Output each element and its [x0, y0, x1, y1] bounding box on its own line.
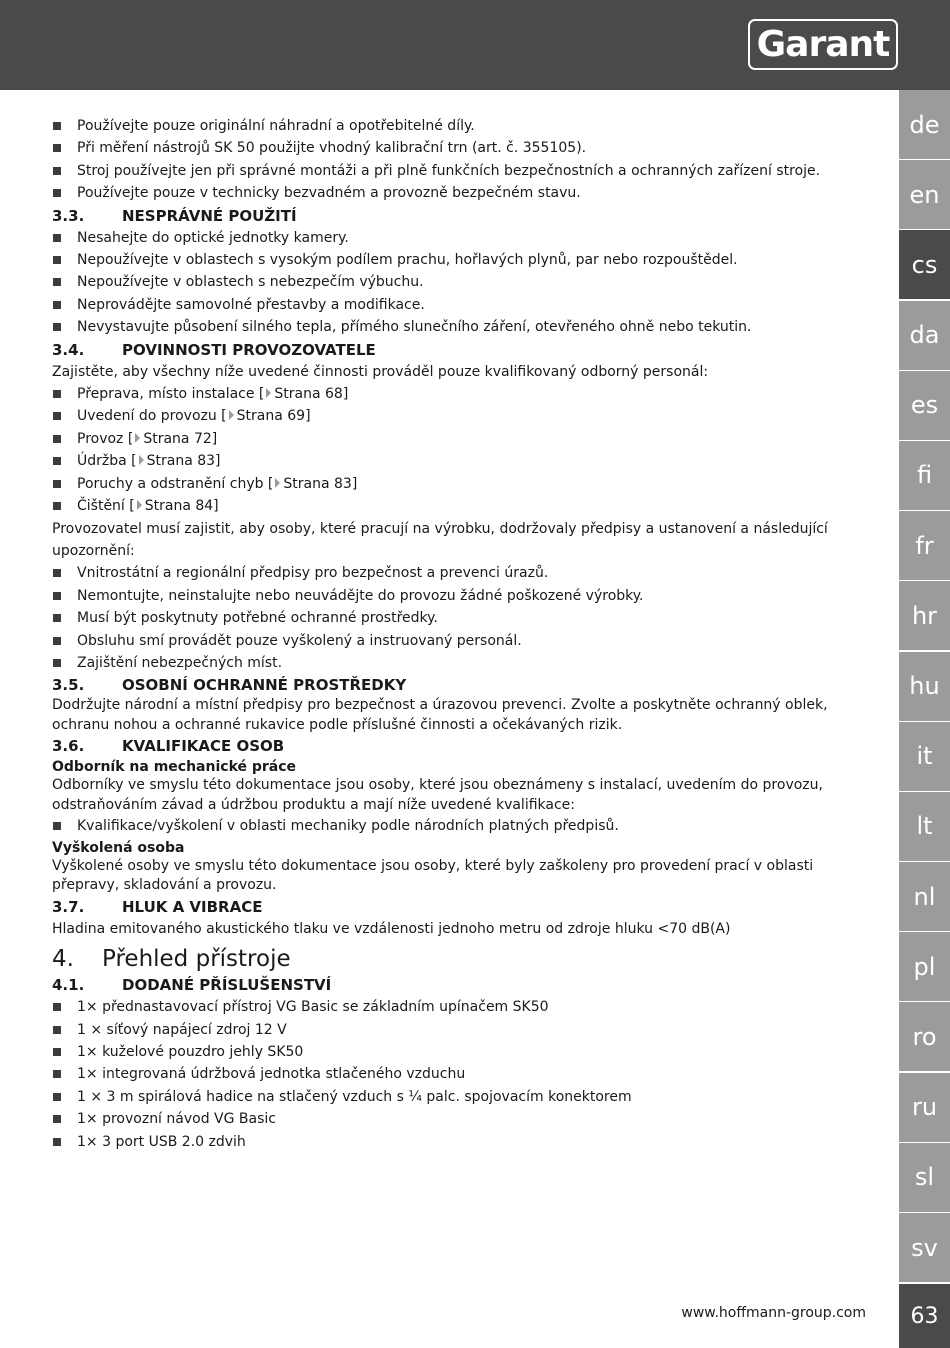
lang-tab-hr[interactable]: hr	[899, 581, 950, 650]
section-heading	[52, 340, 862, 361]
section-heading	[52, 897, 862, 918]
arrow-right-icon	[139, 455, 144, 465]
section-heading	[52, 975, 862, 996]
section-number: 3.7.	[52, 897, 85, 916]
lang-tab-nl[interactable]: nl	[899, 862, 950, 931]
section-title: NESPRÁVNÉ POUŽITÍ	[122, 206, 297, 225]
lang-tab-ru[interactable]: ru	[899, 1073, 950, 1142]
page-reference-item[interactable]: Údržba [ Strana 83]	[52, 450, 862, 472]
section-title: DODANÉ PŘÍSLUŠENSTVÍ	[122, 976, 332, 995]
list-item: Nepoužívejte v oblastech s nebezpečím výbuchu.	[52, 271, 862, 293]
list-item: 1× 3 port USB 2.0 zdvih	[52, 1131, 862, 1153]
list-item: 1× přednastavovací přístroj VG Basic se základním upínačem SK50	[52, 996, 862, 1018]
list-item: Nesahejte do optické jednotky kamery.	[52, 227, 862, 249]
arrow-right-icon	[229, 410, 234, 420]
arrow-right-icon	[135, 433, 140, 443]
list-item: 1× integrovaná údržbová jednotka stlačeného vzduchu	[52, 1063, 862, 1085]
page-reference-item[interactable]: Čištění [ Strana 84]	[52, 495, 862, 517]
section-title: POVINNOSTI PROVOZOVATELE	[122, 340, 376, 359]
lang-tab-cs[interactable]: cs	[899, 230, 950, 299]
section-number: 3.4.	[52, 340, 85, 359]
lang-tab-pl[interactable]: pl	[899, 932, 950, 1001]
list-item: Při měření nástrojů SK 50 použijte vhodný kalibrační trn (art. č. 355105).	[52, 137, 862, 159]
arrow-right-icon	[137, 500, 142, 510]
list-item: Používejte pouze v technicky bezvadném a provozně bezpečném stavu.	[52, 182, 862, 204]
paragraph: Provozovatel musí zajistit, aby osoby, které pracují na výrobku, dodržovaly předpisy a ustanovení a následující upozornění:	[52, 520, 828, 559]
page-header	[0, 0, 950, 90]
language-sidebar	[899, 90, 950, 1283]
lang-tab-hu[interactable]: hu	[899, 652, 950, 721]
subheading: Vyškolená osoba	[52, 839, 185, 856]
section-number: 4.1.	[52, 976, 85, 995]
page-reference-item[interactable]: Uvedení do provozu [ Strana 69]	[52, 405, 862, 427]
lang-tab-sv[interactable]: sv	[899, 1213, 950, 1282]
list-item: Používejte pouze originální náhradní a opotřebitelné díly.	[52, 115, 862, 137]
section-number: 3.3.	[52, 206, 85, 225]
page-reference-item[interactable]: Provoz [ Strana 72]	[52, 428, 862, 450]
paragraph: Hladina emitovaného akustického tlaku ve vzdálenosti jednoho metru od zdroje hluku <70 dB(A)	[52, 920, 731, 937]
page-reference-item[interactable]: Přeprava, místo instalace [ Strana 68]	[52, 383, 862, 405]
paragraph: Zajistěte, aby všechny níže uvedené činnosti prováděl pouze kvalifikovaný odborný personál:	[52, 363, 709, 380]
list-item: Nevystavujte působení silného tepla, přímého slunečního záření, otevřeného ohně nebo tekutin.	[52, 316, 862, 338]
subheading: Odborník na mechanické práce	[52, 759, 297, 776]
list-item: Nepoužívejte v oblastech s vysokým podílem prachu, hořlavých plynů, par nebo rozpouštědel.	[52, 249, 862, 271]
section-title: OSOBNÍ OCHRANNÉ PROSTŘEDKY	[122, 676, 407, 695]
paragraph: Dodržujte národní a místní předpisy pro bezpečnost a úrazovou prevenci. Zvolte a poskytněte ochranný oblek, ochranu nohou a ochranné rukavice podle příslušné činnosti a očekávaných rizik.	[52, 697, 828, 733]
list-item: Obsluhu smí provádět pouze vyškolený a instruovaný personál.	[52, 630, 862, 652]
lang-tab-fi[interactable]: fi	[899, 441, 950, 510]
lang-tab-es[interactable]: es	[899, 371, 950, 440]
lang-tab-fr[interactable]: fr	[899, 511, 950, 580]
lang-tab-da[interactable]: da	[899, 301, 950, 370]
lang-tab-sl[interactable]: sl	[899, 1143, 950, 1212]
lang-tab-de[interactable]: de	[899, 90, 950, 159]
lang-tab-it[interactable]: it	[899, 722, 950, 791]
paragraph: Vyškolené osoby ve smyslu této dokumentace jsou osoby, které byly zaškoleny pro provedení prací v oblasti přepravy, skladování a provozu.	[52, 857, 814, 894]
list-item: Nemontujte, neinstalujte nebo neuvádějte do provozu žádné poškozené výrobky.	[52, 585, 862, 607]
page-reference-item[interactable]: Poruchy a odstranění chyb [ Strana 83]	[52, 473, 862, 495]
chapter-title: Přehled přístroje	[102, 946, 291, 973]
section-heading	[52, 206, 862, 227]
list-item: Stroj používejte jen při správné montáži a při plně funkčních bezpečnostních a ochranných zařízení stroje.	[52, 160, 862, 182]
section-heading	[52, 675, 862, 696]
document-body	[52, 115, 862, 1153]
section-heading	[52, 736, 862, 757]
section-title: KVALIFIKACE OSOB	[122, 737, 285, 756]
list-item: Musí být poskytnuty potřebné ochranné prostředky.	[52, 607, 862, 629]
list-item: Neprovádějte samovolné přestavby a modifikace.	[52, 294, 862, 316]
section-title: HLUK A VIBRACE	[122, 897, 263, 916]
paragraph: Odborníky ve smyslu této dokumentace jsou osoby, které jsou obeznámeny s instalací, uvedením do provozu, odstraňováním závad a údržbou produktu a mají níže uvedené kvalifikace:	[52, 777, 823, 813]
list-item: 1 × 3 m spirálová hadice na stlačený vzduch s ¼ palc. spojovacím konektorem	[52, 1086, 862, 1108]
list-item: 1× provozní návod VG Basic	[52, 1108, 862, 1130]
list-item: 1× kuželové pouzdro jehly SK50	[52, 1041, 862, 1063]
list-item: 1 × síťový napájecí zdroj 12 V	[52, 1019, 862, 1041]
footer-url[interactable]: www.hoffmann-group.com	[681, 1305, 866, 1321]
list-item: Vnitrostátní a regionální předpisy pro bezpečnost a prevenci úrazů.	[52, 562, 862, 584]
lang-tab-lt[interactable]: lt	[899, 792, 950, 861]
chapter-heading	[52, 944, 862, 974]
lang-tab-ro[interactable]: ro	[899, 1002, 950, 1071]
arrow-right-icon	[275, 478, 280, 488]
list-item: Kvalifikace/vyškolení v oblasti mechaniky podle národních platných předpisů.	[52, 815, 862, 837]
arrow-right-icon	[266, 388, 271, 398]
page-number: 63	[899, 1284, 950, 1348]
section-number: 3.6.	[52, 737, 85, 756]
chapter-number: 4.	[52, 946, 74, 973]
lang-tab-en[interactable]: en	[899, 160, 950, 229]
list-item: Zajištění nebezpečných míst.	[52, 652, 862, 674]
section-number: 3.5.	[52, 676, 85, 695]
garant-logo: Garant	[748, 19, 898, 70]
